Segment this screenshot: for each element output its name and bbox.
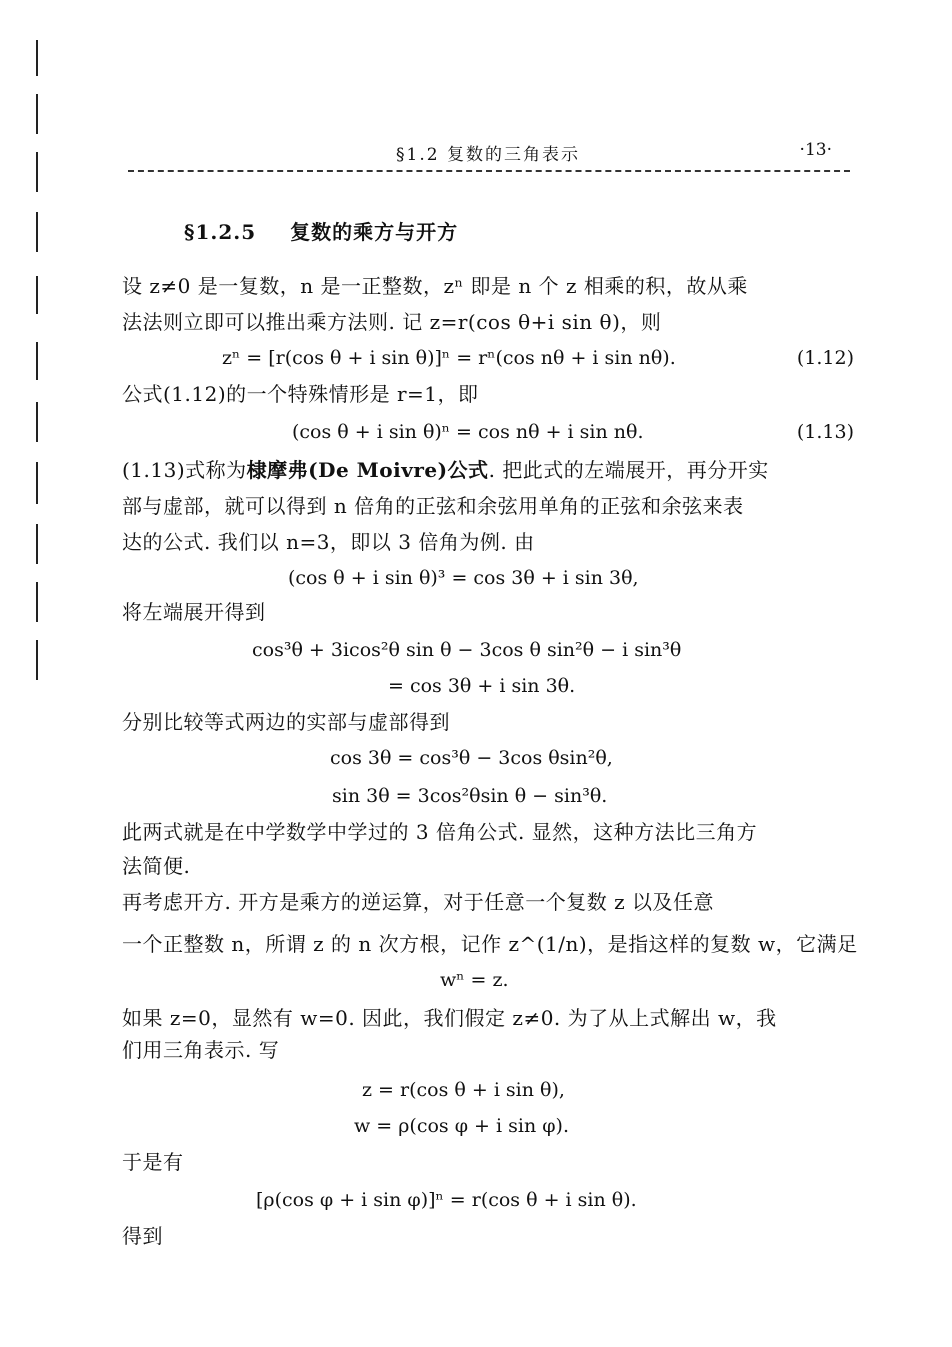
paragraph-line: (1.13)式称为棣摩弗(De Moivre)公式. 把此式的左端展开，再分开实 (122, 458, 769, 482)
paragraph-line: 法简便. (122, 854, 191, 878)
section-number: §1.2.5 (184, 220, 257, 244)
equation-expansion: cos³θ + 3icos²θ sin θ − 3cos θ sin²θ − i sin³θ (252, 639, 682, 661)
paragraph-line: 达的公式. 我们以 n=3，即以 3 倍角为例. 由 (122, 530, 535, 554)
paragraph-line: 将左端展开得到 (122, 600, 266, 624)
section-heading (184, 216, 458, 245)
equation-sin3: sin 3θ = 3cos²θsin θ − sin³θ. (332, 785, 608, 807)
paragraph-line: 们用三角表示. 写 (122, 1038, 280, 1062)
page-number: ·13· (799, 140, 832, 160)
paragraph-line: 公式(1.12)的一个特殊情形是 r=1，即 (122, 382, 479, 406)
paragraph-line: 再考虑开方. 开方是乘方的逆运算，对于任意一个复数 z 以及任意 (122, 890, 714, 914)
header-section-title: §1.2 复数的三角表示 (396, 145, 580, 165)
equation-rho: [ρ(cos φ + i sin φ)]ⁿ = r(cos θ + i sin θ). (256, 1189, 637, 1211)
paragraph-line: 法法则立即可以推出乘方法则. 记 z=r(cos θ+i sin θ)，则 (122, 310, 662, 334)
header-rule (128, 170, 850, 172)
equation-cube: (cos θ + i sin θ)³ = cos 3θ + i sin 3θ, (288, 567, 639, 589)
paragraph-line: 于是有 (122, 1150, 184, 1174)
paragraph-line: 如果 z=0，显然有 w=0. 因此，我们假定 z≠0. 为了从上式解出 w，我 (122, 1006, 777, 1030)
equation-wn: wⁿ = z. (440, 969, 509, 991)
paragraph-line: 此两式就是在中学数学中学过的 3 倍角公式. 显然，这种方法比三角方 (122, 820, 758, 844)
running-header (128, 140, 850, 180)
equation-1-13: (cos θ + i sin θ)ⁿ = cos nθ + i sin nθ. (292, 421, 644, 443)
paragraph-line: 一个正整数 n，所谓 z 的 n 次方根，记作 z^(1/n)，是指这样的复数 w，它满足 (122, 932, 858, 956)
equation-w: w = ρ(cos φ + i sin φ). (354, 1115, 569, 1137)
equation-number: (1.12) (796, 347, 854, 369)
paragraph-line: 设 z≠0 是一复数，n 是一正整数，zⁿ 即是 n 个 z 相乘的积，故从乘 (122, 274, 748, 298)
paragraph-line: 部与虚部，就可以得到 n 倍角的正弦和余弦用单角的正弦和余弦来表 (122, 494, 744, 518)
equation-1-12: zⁿ = [r(cos θ + i sin θ)]ⁿ = rⁿ(cos nθ + i sin nθ). (222, 347, 676, 369)
section-title: 复数的乘方与开方 (290, 220, 459, 244)
paragraph-line: 分别比较等式两边的实部与虚部得到 (122, 710, 450, 734)
equation-cos3: cos 3θ = cos³θ − 3cos θsin²θ, (330, 747, 613, 769)
equation-expansion-result: = cos 3θ + i sin 3θ. (388, 675, 576, 697)
de-moivre-term: 棣摩弗(De Moivre)公式 (246, 458, 489, 482)
equation-number: (1.13) (796, 421, 854, 443)
equation-z: z = r(cos θ + i sin θ), (362, 1079, 565, 1101)
paragraph-line: 得到 (122, 1224, 163, 1248)
